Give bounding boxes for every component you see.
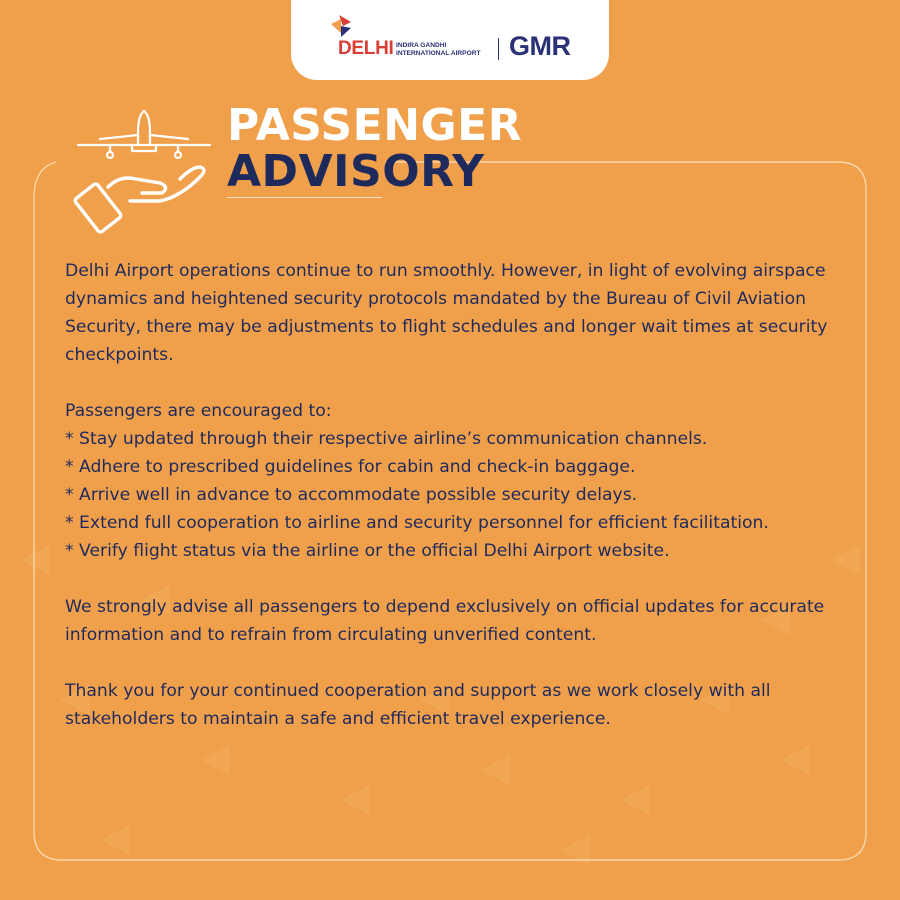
logo-subtitle [396, 42, 496, 58]
advisory-body [65, 257, 865, 733]
logo-divider [498, 38, 499, 60]
advice-paragraph: We strongly advise all passengers to depend exclusively on official updates for accurate information and to refrain from circulating unverified content. [65, 597, 825, 645]
logo-subtitle-line1: INDIRA GANDHI [396, 42, 447, 49]
advisory-illustration [70, 105, 220, 235]
list-item: * Arrive well in advance to accommodate possible security delays. [65, 485, 638, 505]
list-item: * Extend full cooperation to airline and security personnel for efficient facilitation. [65, 513, 769, 533]
list-item: * Verify flight status via the airline or the official Delhi Airport website. [65, 541, 670, 561]
delhi-airport-logo-icon [329, 14, 353, 38]
list-heading: Passengers are encouraged to: [65, 401, 332, 421]
logo-delhi-text: DELHI [338, 38, 394, 59]
title-line1: PASSENGER [227, 100, 523, 151]
intro-paragraph: Delhi Airport operations continue to run smoothly. However, in light of evolving airspace dynamics and heightened security protocols mandated by the Bureau of Civil Aviation Security, there may be adjustments to flight schedules and longer wait times at security checkpoints. [65, 261, 828, 365]
helping-hand-icon [74, 167, 204, 233]
list-item: * Stay updated through their respective airline’s communication channels. [65, 429, 708, 449]
title-line2: ADVISORY [227, 146, 485, 197]
page-title [227, 100, 523, 197]
thanks-paragraph: Thank you for your continued cooperation and support as we work closely with all stakeholders to maintain a safe and efficient travel experience. [65, 681, 771, 729]
gmr-logo-text: GMR [509, 31, 571, 61]
list-item: * Adhere to prescribed guidelines for cabin and check-in baggage. [65, 457, 636, 477]
title-underline [227, 197, 382, 198]
logo-subtitle-line2: INTERNATIONAL AIRPORT [396, 50, 481, 57]
airport-logo-banner [291, 0, 609, 80]
airplane-icon [78, 111, 210, 158]
